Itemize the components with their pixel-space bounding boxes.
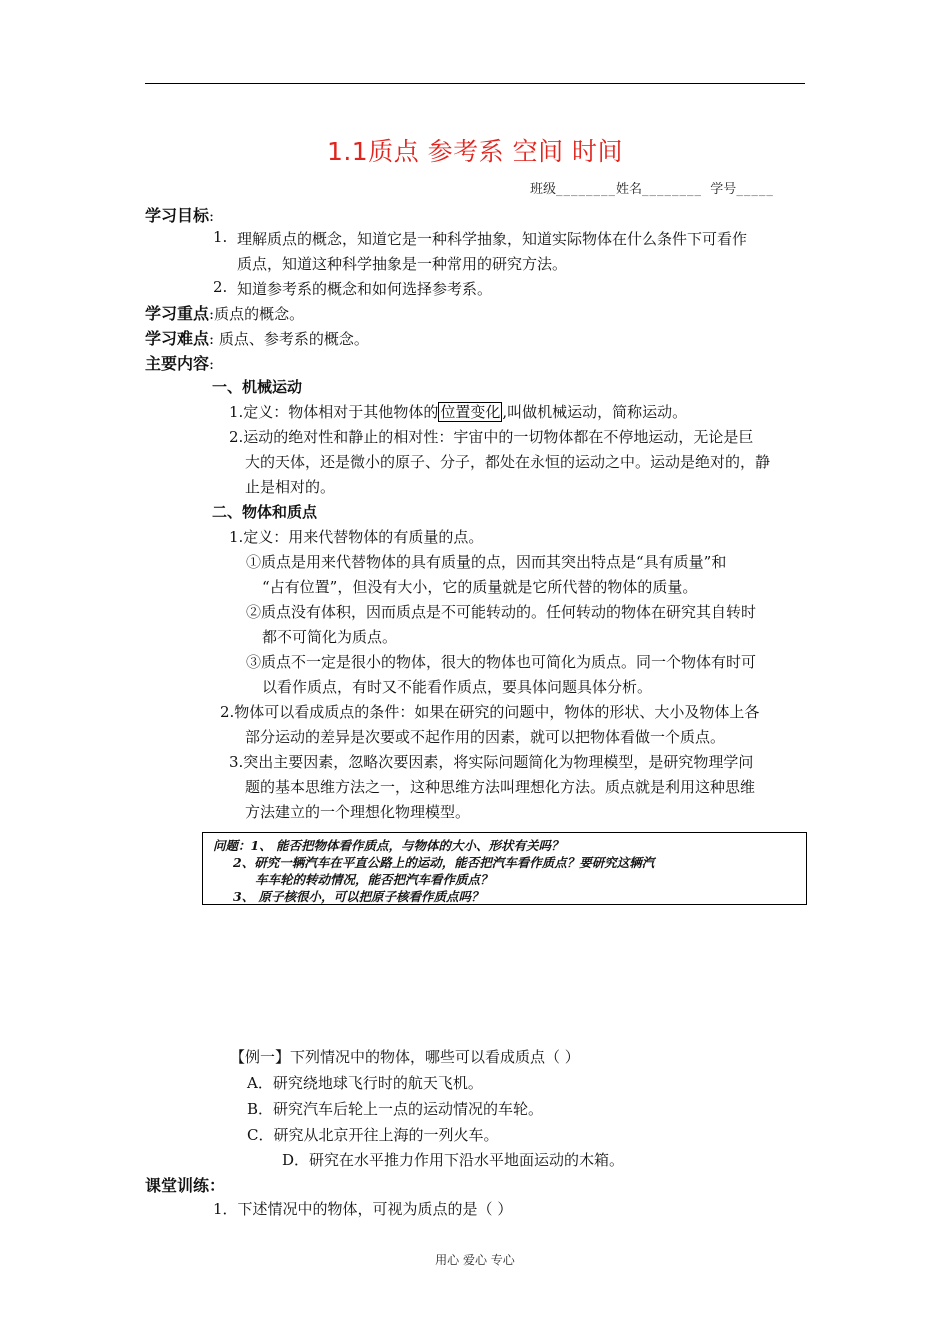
section2-c3-line1: ③质点不一定是很小的物体，很大的物体也可简化为质点。同一个物体有时可	[246, 653, 757, 671]
objectives-heading: 学习目标	[145, 206, 210, 225]
example-option-a: A．研究绕地球飞行时的航天飞机。	[247, 1074, 483, 1092]
section2-c1-line2: “占有位置”，但没有大小，它的质量就是它所代替的物体的质量。	[262, 578, 698, 596]
section2-c2-line2: 都不可简化为质点。	[262, 628, 398, 646]
section1-p2-line1: 2.运动的绝对性和静止的相对性：宇宙中的一切物体都在不停地运动，无论是巨	[229, 428, 754, 446]
class-label: 班级	[530, 182, 557, 197]
objective-1-num: 1.	[213, 228, 228, 246]
example-option-c: C．研究从北京开往上海的一列火车。	[247, 1126, 499, 1144]
example-option-b: B．研究汽车后轮上一点的运动情况的车轮。	[247, 1100, 544, 1118]
section2-c2-line1: ②质点没有体积，因而质点是不可能转动的。任何转动的物体在研究其自转时	[246, 603, 757, 621]
section2-p3-line2: 题的基本思维方法之一，这种思维方法叫理想化方法。质点就是利用这种思维	[245, 778, 756, 796]
question-2-line1: 2、研究一辆汽车在平直公路上的运动，能否把汽车看作质点？要研究这辆汽	[233, 855, 655, 870]
objective-1-line2: 质点，知道这种科学抽象是一种常用的研究方法。	[237, 255, 568, 273]
section1-def-suffix: ,叫做机械运动，简称运动。	[502, 403, 688, 421]
example-title: 【例一】下列情况中的物体，哪些可以看成质点（ ）	[230, 1048, 580, 1066]
difficulty-heading: 学习难点	[145, 329, 210, 348]
section1-definition	[229, 401, 687, 422]
question-1: 问题：1、 能否把物体看作质点，与物体的大小、形状有关吗？	[213, 838, 564, 853]
section2-p3-line1: 3.突出主要因素，忽略次要因素，将实际问题简化为物理模型，是研究物理学问	[229, 753, 754, 771]
key-point-heading: 学习重点	[145, 304, 210, 323]
page-title: 1.1质点 参考系 空间 时间	[326, 137, 624, 166]
section2-c3-line2: 以看作质点，有时又不能看作质点，要具体问题具体分析。	[262, 678, 653, 696]
key-point-row	[145, 301, 304, 324]
section2-definition: 1.定义：用来代替物体的有质量的点。	[229, 528, 484, 546]
objectives-colon: :	[209, 207, 215, 225]
section2-p2-line2: 部分运动的差异是次要或不起作用的因素，就可以把物体看做一个质点。	[245, 728, 726, 746]
key-point-text: :质点的概念。	[209, 305, 305, 323]
section1-p2-line3: 止是相对的。	[245, 478, 336, 496]
question-2-line2: 车车轮的转动情况，能否把汽车看作质点？	[255, 872, 493, 887]
objective-2-line1: 知道参考系的概念和如何选择参考系。	[237, 280, 493, 298]
section2-heading: 二、物体和质点	[212, 503, 318, 521]
difficulty-row	[145, 326, 369, 349]
objective-2-num: 2.	[213, 278, 228, 296]
main-content-heading: 主要内容	[145, 354, 210, 373]
objectives-heading-row	[145, 203, 214, 226]
objective-1-line1: 理解质点的概念，知道它是一种科学抽象，知道实际物体在什么条件下可看作	[237, 230, 748, 248]
example-option-d: D．研究在水平推力作用下沿水平地面运动的木箱。	[282, 1151, 625, 1169]
questions-box	[202, 832, 807, 905]
page-footer: 用心 爱心 专心	[435, 1253, 515, 1267]
student-info-fields	[530, 178, 774, 197]
section2-p2-line1: 2.物体可以看成质点的条件：如果在研究的问题中，物体的形状、大小及物体上各	[220, 703, 760, 721]
main-content-colon: :	[209, 355, 215, 373]
class-blank: ________	[556, 182, 617, 197]
section1-p2-line2: 大的天体，还是微小的原子、分子，都处在永恒的运动之中。运动是绝对的，静	[245, 453, 771, 471]
section2-p3-line3: 方法建立的一个理想化物理模型。	[245, 803, 471, 821]
section1-def-prefix: 1.定义：物体相对于其他物体的	[229, 403, 439, 421]
section1-heading: 一、机械运动	[212, 378, 303, 396]
boxed-term: 位置变化	[440, 403, 501, 421]
number-blank: _____	[736, 182, 774, 197]
difficulty-text: : 质点、参考系的概念。	[209, 330, 369, 348]
number-label: 学号	[710, 182, 737, 197]
header-rule	[145, 83, 805, 84]
name-blank: ________	[642, 182, 703, 197]
main-content-row	[145, 351, 214, 374]
practice-colon: ：	[209, 1176, 226, 1195]
question-3: 3、 原子核很小，可以把原子核看作质点吗？	[233, 889, 484, 904]
section2-c1-line1: ①质点是用来代替物体的具有质量的点，因而其突出特点是“具有质量”和	[246, 553, 727, 571]
name-label: 姓名	[616, 182, 643, 197]
practice-question-1: 1．下述情况中的物体，可视为质点的是（ ）	[213, 1200, 513, 1218]
practice-heading: 课堂训练	[145, 1176, 210, 1195]
practice-row	[145, 1173, 225, 1196]
